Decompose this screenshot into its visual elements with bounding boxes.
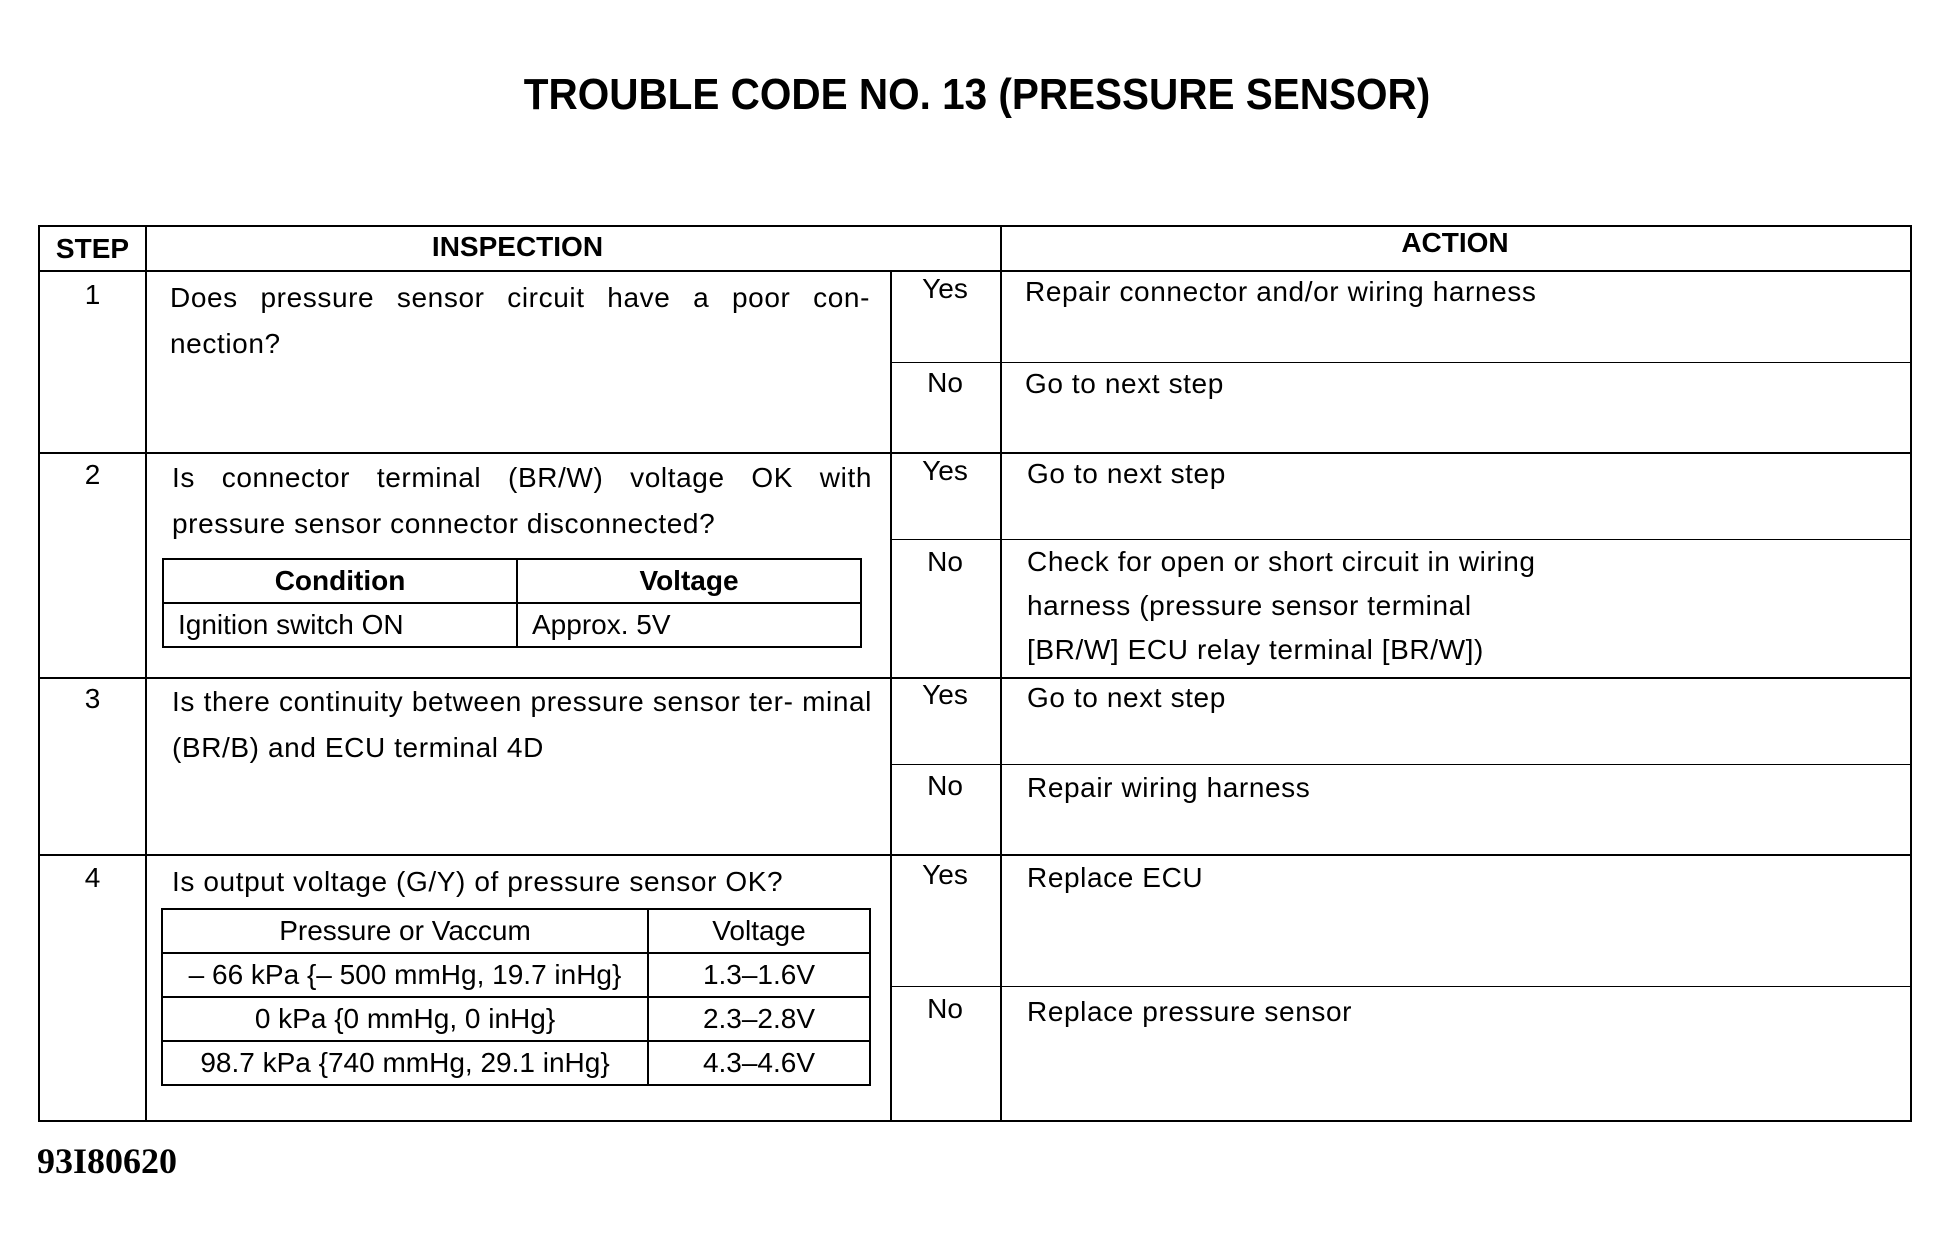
subtable-cell: 4.3–4.6V: [648, 1041, 870, 1085]
yes-action: Replace ECU: [1027, 862, 1204, 893]
subtable-cell: Ignition switch ON: [163, 603, 517, 647]
no-action: Repair wiring harness: [1027, 772, 1311, 803]
header-inspection: INSPECTION: [431, 231, 604, 262]
header-action: ACTION: [1401, 227, 1509, 258]
page-title: TROUBLE CODE NO. 13 (PRESSURE SENSOR): [523, 70, 1431, 119]
subtable-header: Pressure or Vaccum: [162, 909, 648, 953]
no-action: [1027, 540, 1887, 672]
subtable-cell: 0 kPa {0 mmHg, 0 inHg}: [162, 997, 648, 1041]
yes-action: Go to next step: [1027, 458, 1226, 489]
step-number: 1: [84, 279, 101, 310]
subtable-cell: 1.3–1.6V: [648, 953, 870, 997]
yes-label: Yes: [922, 679, 968, 710]
subtable-header: Condition: [163, 559, 517, 603]
step-number: 4: [84, 862, 101, 893]
pressure-voltage-table: [161, 908, 871, 1086]
yes-action: Repair connector and/or wiring harness: [1025, 276, 1537, 307]
no-label: No: [927, 770, 963, 801]
no-action-line: [BR/W] ECU relay terminal [BR/W]): [1027, 634, 1484, 665]
no-action: Replace pressure sensor: [1027, 996, 1353, 1027]
no-action-line: Check for open or short circuit in wiring: [1027, 546, 1536, 577]
yes-label: Yes: [922, 273, 968, 304]
condition-voltage-table: [162, 558, 862, 648]
no-action-line: harness (pressure sensor terminal: [1027, 590, 1472, 621]
no-label: No: [927, 367, 963, 398]
trouble-code-table: [38, 225, 1912, 1122]
subtable-header: Voltage: [517, 559, 861, 603]
figure-code: 93I80620: [37, 1141, 178, 1181]
no-label: No: [927, 546, 963, 577]
no-label: No: [927, 993, 963, 1024]
step-number: 2: [84, 459, 101, 490]
yes-label: Yes: [922, 455, 968, 486]
subtable-cell: 98.7 kPa {740 mmHg, 29.1 inHg}: [162, 1041, 648, 1085]
inspection-text: Is connector terminal (BR/W) voltage OK with pressure sensor connector disconnected?: [172, 462, 872, 539]
inspection-text: Does pressure sensor circuit have a poor con- nection?: [170, 282, 870, 359]
subtable-cell: 2.3–2.8V: [648, 997, 870, 1041]
step-number: 3: [84, 683, 101, 714]
subtable-cell: – 66 kPa {– 500 mmHg, 19.7 inHg}: [162, 953, 648, 997]
subtable-cell: Approx. 5V: [517, 603, 861, 647]
subtable-header: Voltage: [648, 909, 870, 953]
step-column-divider: [145, 227, 147, 1120]
inspection-text: Is output voltage (G/Y) of pressure sensor OK?: [172, 866, 784, 897]
inspection-text: Is there continuity between pressure sensor ter- minal (BR/B) and ECU terminal 4D: [172, 686, 872, 763]
no-action: Go to next step: [1025, 368, 1224, 399]
yes-label: Yes: [922, 859, 968, 890]
yesno-divider: [890, 986, 1910, 987]
header-step: STEP: [55, 233, 130, 264]
yes-action: Go to next step: [1027, 682, 1226, 713]
